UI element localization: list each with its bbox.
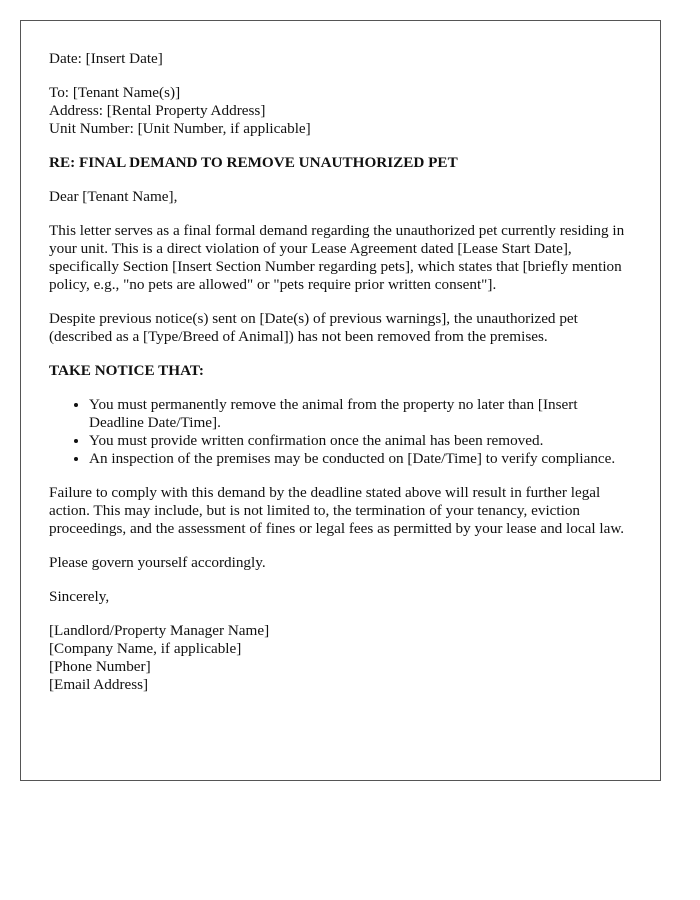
salutation: Dear [Tenant Name], bbox=[49, 188, 178, 205]
notice-heading: TAKE NOTICE THAT: bbox=[49, 362, 204, 379]
intro-paragraph: This letter serves as a final formal demand regarding the unauthorized pet currently residing in your unit. This is a direct violation of your Lease Agreement dated [Lease Start Date], specifically Section [Insert Section Number regarding pets], which states that [briefly mention policy, e.g., "no pets are allowed" or "pets require prior written consent"]. bbox=[49, 222, 625, 293]
notice-list bbox=[49, 396, 632, 468]
signature-block bbox=[49, 622, 632, 694]
signature-name: [Landlord/Property Manager Name] bbox=[49, 622, 270, 639]
recipient-block bbox=[49, 84, 632, 138]
failure-paragraph: Failure to comply with this demand by the deadline stated above will result in further legal action. This may include, but is not limited to, the termination of your tenancy, eviction proceedings, and the assessment of fines or legal fees as permitted by your lease and local law. bbox=[49, 484, 625, 537]
notice-item-remove: • You must permanently remove the animal from the property no later than [Insert Deadline Date/Time]. bbox=[89, 396, 632, 432]
notice-item-confirmation: • You must provide written confirmation once the animal has been removed. bbox=[89, 432, 632, 450]
notice-item-inspection: • An inspection of the premises may be conducted on [Date/Time] to verify compliance. bbox=[89, 450, 632, 468]
subject-line: RE: FINAL DEMAND TO REMOVE UNAUTHORIZED PET bbox=[49, 154, 458, 171]
letter-document bbox=[20, 20, 661, 781]
govern-paragraph: Please govern yourself accordingly. bbox=[49, 554, 266, 571]
date-line: Date: [Insert Date] bbox=[49, 50, 163, 67]
signature-phone: [Phone Number] bbox=[49, 658, 151, 675]
recipient-to: To: [Tenant Name(s)] bbox=[49, 84, 181, 101]
recipient-unit: Unit Number: [Unit Number, if applicable] bbox=[49, 120, 311, 137]
warnings-paragraph: Despite previous notice(s) sent on [Date(s) of previous warnings], the unauthorized pet (described as a [Type/Breed of Animal]) has not been removed from the premises. bbox=[49, 310, 578, 345]
signature-company: [Company Name, if applicable] bbox=[49, 640, 242, 657]
closing: Sincerely, bbox=[49, 588, 110, 605]
recipient-address: Address: [Rental Property Address] bbox=[49, 102, 266, 119]
signature-email: [Email Address] bbox=[49, 676, 149, 693]
